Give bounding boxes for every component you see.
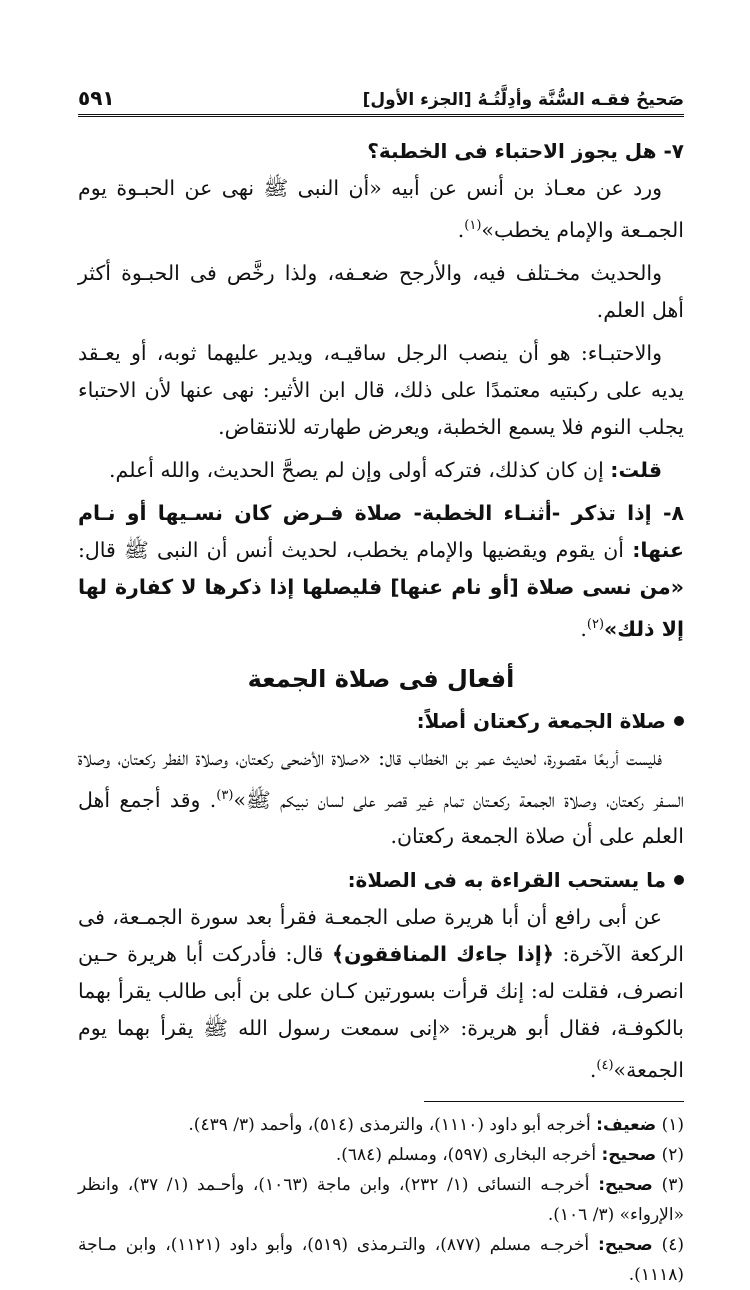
page-body — [78, 133, 684, 1290]
section-title: أفعال فى صلاة الجمعة — [247, 664, 515, 693]
question-8-paragraph: ٨- إذا تذكر -أثنـاء الخطبة- صلاة فـرض كان نسـيها أو نـام عنها: أن يقوم ويقضيها والإمام يخطب، لحديث أنس أن النبى ﷺ قال: «من نسى صلاة [أو نام عنها] فليصلها إذا ذكرها لا كفارة لها إلا ذلك»$^{(٢)}$. — [78, 500, 684, 641]
paragraph: والحديث مخـتلف فيه، والأرجح ضعـفه، ولذا رخَّص فى الحبـوة أكثر أهل العلم. — [78, 260, 684, 322]
running-title: صَحيحُ فقـه السُّنَّة وأدِلَّتُـهُ [الجزء الأول] — [362, 90, 684, 110]
footnote: (٣) صحيح: أخرجـه النسائى (١/ ٢٣٢)، وابن ماجة (١٠٦٣)، وأحـمد (١/ ٣٧)، وانظر «الإرواء» (٣/ ١٠٦). — [78, 1175, 684, 1226]
book-page — [78, 86, 684, 1290]
running-header — [78, 86, 684, 117]
quran-verse: ﴿إذا جاءك المنافقون﴾ — [331, 942, 554, 967]
paragraph: عن أبى رافع أن أبا هريرة صلى الجمعـة فقرأ بعد سورة الجمـعة، فى الركعة الآخرة: ﴿إذا جاءك المنافقون﴾ قال: فأدركت أبا هريرة حـين انصرف، فقلت له: إنك قرأت بسورتين كـان على بن أبى طالب يقرأ بهما بالكوفـة، فقال أبو هريرة: «إنى سمعت رسول الله ﷺ يقرأ بهما يوم الجمعة»$^{(٤)}$. — [78, 905, 684, 1083]
bullet-heading: ما يستحب القراءة به فى الصلاة: — [78, 861, 684, 899]
footnote-divider — [424, 1101, 684, 1102]
bullet-icon — [674, 716, 684, 726]
footnote-ref[interactable]: (٣) — [216, 787, 234, 803]
footnote-ref[interactable]: (١) — [464, 218, 482, 233]
bullet-icon — [674, 875, 684, 885]
page-number: ٥٩١ — [78, 86, 115, 110]
footnote: (٤) صحيح: أخرجـه مسلم (٨٧٧)، والتـرمذى (٥١٩)، وأبو داود (١١٢١)، وابن مـاجة (١١١٨). — [78, 1235, 685, 1286]
paragraph: ورد عن معـاذ بن أنس عن أبيه «أن النبى ﷺ نهى عن الحبـوة يوم الجمـعة والإمام يخطب»$^{(١)}$. — [78, 176, 684, 242]
footnotes — [78, 1110, 684, 1290]
hadith-text: «من نسى صلاة [أو نام عنها] فليصلها إذا ذكرها لا كفارة لها إلا ذلك» — [78, 574, 684, 641]
footnote: (٢) صحيح: أخرجه البخارى (٥٩٧)، ومسلم (٦٨٤). — [335, 1145, 684, 1166]
note-label: قلت: — [610, 457, 662, 482]
footnote-ref[interactable]: (٤) — [596, 1058, 614, 1074]
footnote: (١) ضعيف: أخرجه أبو داود (١١١٠)، والترمذى (٥١٤)، وأحمد (٣/ ٤٣٩). — [188, 1115, 684, 1136]
question-7-heading: ٧- هل يجوز الاحتباء فى الخطبة؟ — [367, 139, 684, 163]
footnote-ref[interactable]: (٢) — [586, 616, 605, 632]
bullet-heading: صلاة الجمعة ركعتان أصلاً: — [78, 702, 684, 740]
paragraph: فليست أربعًا مقصورة، لحديث عمر بن الخطاب قال: «صلاة الأضحى ركعتان، وصلاة الفطر ركعتان، وصلاة السـفر ركعتان، وصلاة الجمعة ركعـتان تمام غير قصر على لسان نبيكم ﷺ»$^{(٣)}$. وقد أجمع أهل العلم على أن صلاة الجمعة ركعتان. — [78, 745, 684, 849]
paragraph: قلت: إن كان كذلك، فتركه أولى وإن لم يصحَّ الحديث، والله أعلم. — [109, 457, 662, 482]
paragraph: والاحتبـاء: هو أن ينصب الرجل ساقيـه، ويدير عليهما ثوبه، أو يعـقد يديه على ركبتيه معتمدًا على ذلك، قال ابن الأثير: نهى عنها لأن الاحتباء يجلب النوم فلا يسمع الخطبة، ويعرض طهارته للانتقاض. — [78, 340, 684, 439]
